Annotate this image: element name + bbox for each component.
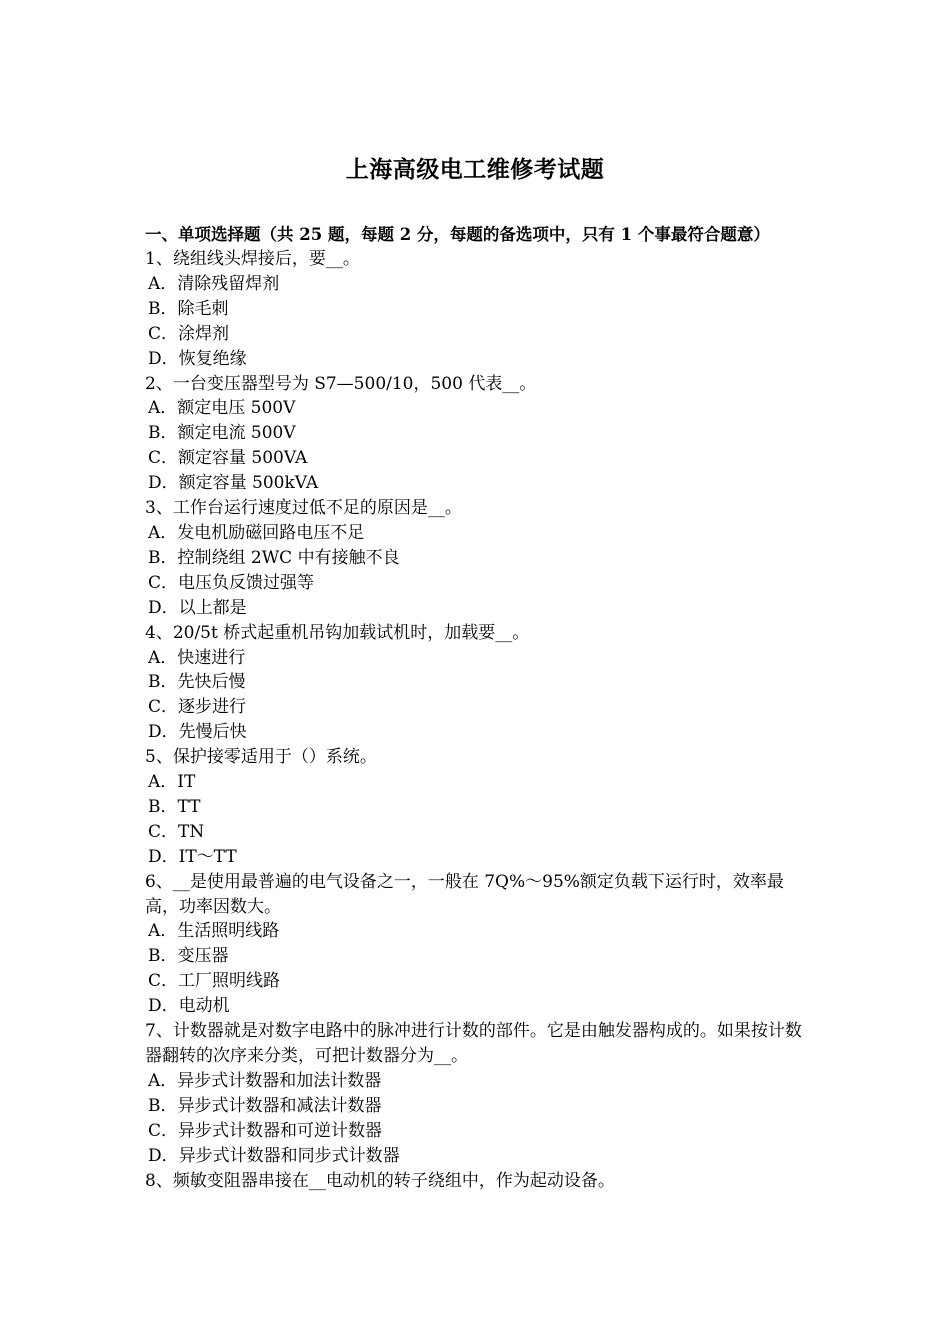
option-b: B．先快后慢 xyxy=(148,672,246,693)
question-block xyxy=(145,496,810,621)
option-c: C．逐步进行 xyxy=(148,697,247,718)
option-b: B．除毛刺 xyxy=(148,298,229,319)
option-c: C．异步式计数器和可逆计数器 xyxy=(148,1120,383,1141)
document-body xyxy=(145,222,810,1193)
option-a: A．IT xyxy=(148,772,196,793)
option-b: B．异步式计数器和减法计数器 xyxy=(148,1095,382,1116)
section-heading: 一、单项选择题（共 25 题，每题 2 分，每题的备选项中，只有 1 个事最符合题意） xyxy=(145,225,770,244)
option-d: D．电动机 xyxy=(148,996,230,1017)
option-d: D．恢复绝缘 xyxy=(148,348,247,369)
question-block xyxy=(145,870,810,1019)
option-a: A．清除残留焊剂 xyxy=(148,273,280,294)
question-block xyxy=(145,1019,810,1168)
option-d: D．IT～TT xyxy=(148,846,237,867)
option-a: A．生活照明线路 xyxy=(148,921,280,942)
question-stem: 2、一台变压器型号为 S7—500/10，500 代表__。 xyxy=(145,373,537,394)
option-d: D．先慢后快 xyxy=(148,722,247,743)
option-b: B．TT xyxy=(148,796,201,817)
option-b: B．变压器 xyxy=(148,946,229,967)
option-a: A．快速进行 xyxy=(148,647,246,668)
option-a: A．异步式计数器和加法计数器 xyxy=(148,1070,382,1091)
question-stem: 4、20/5t 桥式起重机吊钩加载试机时，加载要__。 xyxy=(145,622,530,643)
question-stem: 3、工作台运行速度过低不足的原因是__。 xyxy=(145,498,462,519)
option-b: B．控制绕组 2WC 中有接触不良 xyxy=(148,547,400,568)
option-c: C．工厂照明线路 xyxy=(148,971,281,992)
question-block xyxy=(145,745,810,870)
question-stem: 5、保护接零适用于（）系统。 xyxy=(145,747,377,768)
question-stem: 6、__是使用最普遍的电气设备之一，一般在 7Q%～95%额定负载下运行时，效率最高，功率因数大。 xyxy=(145,871,784,917)
option-c: C．涂焊剂 xyxy=(148,323,230,344)
option-c: C．额定容量 500VA xyxy=(148,448,308,469)
option-a: A．发电机励磁回路电压不足 xyxy=(148,522,365,543)
question-stem: 8、频敏变阻器串接在__电动机的转子绕组中，作为起动设备。 xyxy=(145,1170,615,1191)
option-a: A．额定电压 500V xyxy=(148,398,296,419)
option-d: D．异步式计数器和同步式计数器 xyxy=(148,1145,400,1166)
option-d: D．额定容量 500kVA xyxy=(148,473,319,494)
option-c: C．电压负反馈过强等 xyxy=(148,572,315,593)
question-block xyxy=(145,621,810,746)
document-title: 上海高级电工维修考试题 xyxy=(345,156,605,183)
option-b: B．额定电流 500V xyxy=(148,423,296,444)
question-block xyxy=(145,247,810,372)
question-stem: 1、绕组线头焊接后，要__。 xyxy=(145,249,360,269)
question-block xyxy=(145,372,810,497)
question-block xyxy=(145,1169,810,1194)
option-d: D．以上都是 xyxy=(148,597,247,618)
option-c: C．TN xyxy=(148,821,205,842)
question-stem: 7、计数器就是对数字电路中的脉冲进行计数的部件。它是由触发器构成的。如果按计数器翻转的次序来分类，可把计数器分为__。 xyxy=(145,1021,802,1066)
